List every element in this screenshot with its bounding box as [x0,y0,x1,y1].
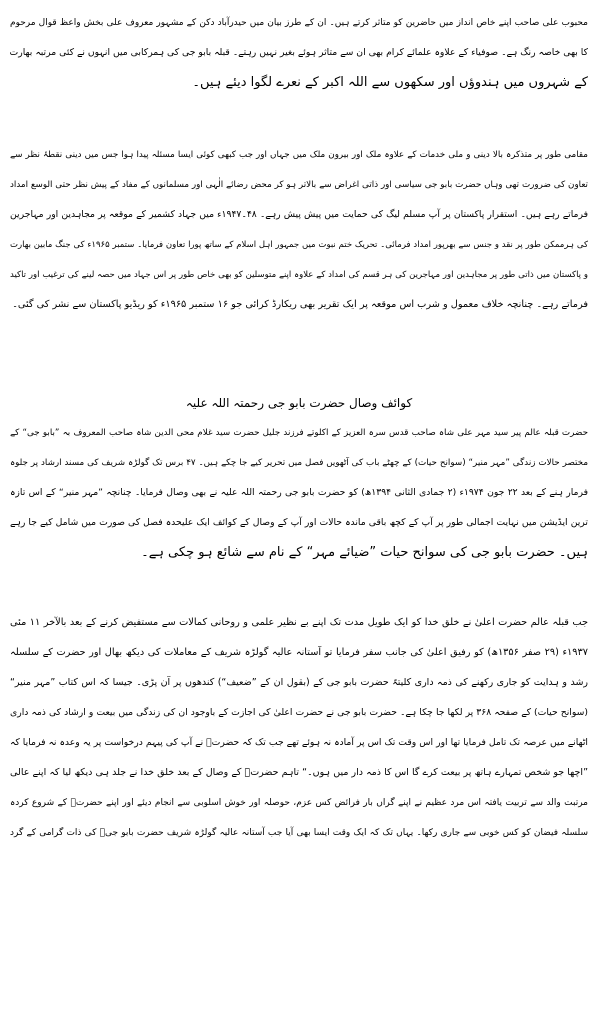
text-line: ترین ایڈیشن میں نہایت اجمالی طور پر آپ کے کچھ باقی ماندہ حالات اور آپ کے وصال کے کوائف ایک علیحدہ فصل کی صورت میں شامل کیے جا رہے [10,517,588,528]
paragraph-2 [10,140,588,320]
text-line: اٹھانے میں عرصہ تک تامل فرمایا تھا اور اس وقت تک اس پر آمادہ نہ ہوئے تھے جب تک کہ حضرتؒ نے آپ کی پیہم درخواست پر یہ وعدہ نہ فرمایا کہ [10,737,588,748]
text-line: فرماتے رہے۔ چنانچہ خلاف معمول و شرب اس موقعہ پر ایک تقریر بھی ریکارڈ کرائی جو ۱۶ ستمبر ۱۹۶۵ء کو ریڈیو پاکستان سے نشر کی گئی۔ [12,299,588,310]
text-line: مرتبت والد سے تربیت یافتہ اس مرد عظیم نے اپنے گراں بار فرائض کس عزم، حوصلہ اور خوش اسلوبی سے انجام دیئے اور اپنے حضرتؒ کے شروع کردہ [10,798,588,808]
paragraph-3 [10,418,588,568]
section-heading: کوائف وصال حضرت بابو جی رحمتہ اللہ علیہ [185,396,413,410]
text-line: ۱۹۳۷ء (۲۹ صفر ۱۳۵۶ھ) کو رفیق اعلیٰ کی جانب سفر فرمایا تو آستانہ عالیہ گولڑہ شریف کے معاملات کی دیکھ بھال اور حضرت کے سلسلہ [10,647,588,658]
text-line: (سوانح حیات) کے صفحہ ۳۶۸ پر لکھا جا چکا ہے۔ حضرت بابو جی نے حضرت اعلیٰ کی اجازت کے باوجود ان کی زندگی میں بیعت و ارشاد کی ذمہ داری [10,707,588,718]
text-line: محبوب علی صاحب اپنے خاص انداز میں حاضرین کو متاثر کرتے ہیں۔ ان کے طرز بیان میں حیدرآباد دکن کے مشہور معروف علی بخش واعظ قوال مرحوم [10,18,588,28]
text-line: و پاکستان میں ذاتی طور پر مجاہدین اور مہاجرین کی ہر قسم کی امداد کے علاوہ اپنے متوسلین کو بھی خاص طور پر اس جہاد میں حصہ لینے کی ترغیب اور تاکید [10,270,588,280]
paragraph-1 [10,8,588,98]
text-line: ”اچھا جو شخص تمہارے ہاتھ پر بیعت کرے گا اس کا ذمہ دار میں ہوں۔“ تاہم حضرتؒ کے وصال کے بعد خلق خدا نے جلد ہی دیکھ لیا کہ اپنے عالی [10,767,588,778]
text-line: مقامی طور پر متذکرہ بالا دینی و ملی خدمات کے علاوہ ملک اور بیرون ملک میں جہاں اور جب کبھی کوئی ایسا مسئلہ پیدا ہوا جس میں دینی نقطۂ نظر سے [10,150,588,160]
text-line: کا بھی خاصہ رنگ ہے۔ صوفیاء کے علاوہ علمائے کرام بھی ان سے متاثر ہوئے بغیر نہیں رہتے۔ قبلہ بابو جی کی ہمرکابی میں انہوں نے کئی مرتبہ بھارت [10,47,588,58]
paragraph-spacer [10,98,588,140]
text-line: رشد و ہدایت کو جاری رکھنے کی ذمہ داری کلیتہً حضرت بابو جی کے (بقول ان کے ”ضعیف“) کندھوں پر آن پڑی۔ جیسا کہ اس کتاب ”مہر منیر“ [10,677,588,688]
text-line: فرمار ہنے کے بعد ۲۲ جون ۱۹۷۴ء (۲ جمادی الثانی ۱۳۹۴ھ) کو حضرت بابو جی رحمتہ اللہ علیہ نے بھی وصال فرمایا۔ چنانچہ ”مہر منیر“ کے اس تازہ [10,487,588,498]
text-line: جب قبلہ عالم حضرت اعلیٰ نے خلق خدا کو ایک طویل مدت تک اپنے بے نظیر علمی و روحانی کمالات سے مستفیض کرنے کے بعد بالآخر ۱۱ مئی [10,617,588,628]
text-line: ہیں۔ حضرت بابو جی کی سوانح حیات ”ضیائے مہر“ کے نام سے شائع ہو چکی ہے۔ [141,545,588,560]
text-line: سلسلہ فیضان کو کس خوبی سے جاری رکھا۔ یہاں تک کہ ایک وقت ایسا بھی آیا جب آستانہ عالیہ گولڑہ شریف حضرت بابو جیؒ کی ذات گرامی کے گرد [10,828,588,838]
text-line: مختصر حالات زندگی ”مہر منیر“ (سوانح حیات) کے چھٹے باب کی آٹھویں فصل میں تحریر کیے جا چکے ہیں۔ ۴۷ برس تک گولڑہ شریف کی مسند ارشاد پر جلوہ [10,458,588,468]
paragraph-4 [10,608,588,848]
paragraph-spacer [10,568,588,608]
text-line: فرماتے رہے ہیں۔ استقرار پاکستان پر آپ مسلم لیگ کی حمایت میں پیش پیش رہے۔ ۴۸۔۱۹۴۷ء میں جہاد کشمیر کے موقعہ پر مجاہدین اور مہاجرین [10,209,588,220]
paragraph-spacer [10,320,588,388]
text-line: تعاون کی ضرورت تھی وہاں حضرت بابو جی سیاسی اور ذاتی اغراض سے بالاتر ہو کر محض رضائے الٰہی اور مسلمانوں کے مفاد کے پیش نظر حتی الوسع امداد [10,180,588,190]
text-line: حضرت قبلہ عالم پیر سید مہر علی شاہ صاحب قدس سرہ العزیز کے اکلوتے فرزند جلیل حضرت سید غلام محی الدین شاہ صاحب المعروف بہ ”بابو جی“ کے [10,428,588,438]
text-line: کی ہرممکن طور پر نقد و جنس سے بھرپور امداد فرمائی۔ تحریک ختم نبوت میں جمہور اہل اسلام کے ساتھ پورا تعاون فرمایا۔ ستمبر ۱۹۶۵ء کی جنگ مابین بھارت [10,240,588,250]
text-line: کے شہروں میں ہندوؤں اور سکھوں سے اللہ اکبر کے نعرے لگوا دیئے ہیں۔ [192,75,588,90]
